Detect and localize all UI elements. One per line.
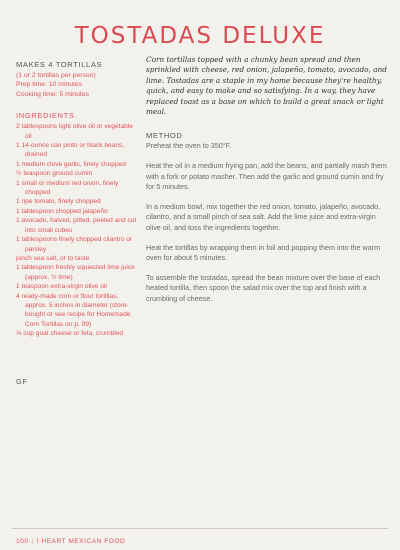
recipe-title: TOSTADAS DELUXE xyxy=(74,23,326,50)
recipe-info-column xyxy=(16,60,141,339)
ingredient-item: 1 small or medium red onion, finely chopped xyxy=(16,179,119,197)
ingredients-heading: INGREDIENTS xyxy=(16,111,75,121)
ingredient-item: 1 tablespoons finely chopped cilantro or parsley xyxy=(16,236,133,253)
ingredient-item: 1 avocado, halved, pitted, peeled and cut into small cubes xyxy=(16,217,137,234)
ingredient-item: 1 14-ounce can pinto or black beans, drained xyxy=(16,142,125,159)
footer-rule xyxy=(12,528,388,529)
footer-separator: | xyxy=(31,538,34,545)
serving-note: (1 or 2 tortillas per person) xyxy=(16,72,96,79)
page-number: 100 xyxy=(16,538,29,545)
method-step: Preheat the oven to 350°F. xyxy=(146,141,232,151)
method-step: In a medium bowl, mix together the red onion, tomato, jalapeño, avocado, cilantro, and a small pinch of sea salt. Add the lime juice and extra-virgin olive oil, and toss the ingredients together. xyxy=(146,201,381,232)
ingredients-list xyxy=(16,122,141,338)
ingredient-item: ⅓ cup goat cheese or feta, crumbled xyxy=(16,330,124,338)
method-step: To assemble the tostadas, spread the bean mixture over the base of each heated tortilla, then spoon the salad mix over the top and finish with a crumbling of cheese. xyxy=(146,272,381,303)
cook-time: Cooking time: 5 minutes xyxy=(16,90,89,98)
ingredient-item: 1 teaspoon extra-virgin olive oil xyxy=(16,283,107,291)
ingredient-item: 1 tablespoon chopped jalapeño xyxy=(16,207,108,215)
method-step: Heat the oil in a medium frying pan, add the beans, and partially mash them with a fork or potato masher. Then add the garlic and ground cumin and fry for 5 minutes. xyxy=(146,161,387,192)
gluten-free-tag: GF xyxy=(16,377,28,386)
ingredient-item: 2 tablespoons light olive oil or vegetable oil xyxy=(16,123,133,140)
ingredient-item: ½ teaspoon ground cumin xyxy=(16,170,93,178)
ingredient-item: 1 tablespoon freshly squeezed lime juice (approx. ½ lime) xyxy=(16,264,135,281)
method-heading: METHOD xyxy=(146,131,183,141)
yield-label: MAKES 4 TORTILLAS xyxy=(16,60,103,69)
recipe-method-column xyxy=(146,55,390,314)
method-step: Heat the tortillas by wrapping them in foil and popping them into the warm oven for about 5 minutes. xyxy=(146,242,381,263)
recipe-intro: Corn tortillas topped with a chunky bean spread and then sprinkled with cheese, red onion, jalapeño, tomato, avocado, and lime. Tostadas are a staple in my home because they're healthy, quick, and easy to make and so satisfying. In a way, they have replaced toast as a base on which to build a great snack or light meal. xyxy=(146,55,387,117)
ingredient-item: 1 ripe tomato, finely chopped xyxy=(16,198,101,206)
ingredient-item: 4 ready-made corn or flour tortillas, approx. 5 inches in diameter (store-bought or see recipe for Homemade Corn Tortillas on p. 99) xyxy=(16,292,131,328)
ingredient-item: 1 medium clove garlic, finely chopped xyxy=(16,160,126,168)
prep-time: Prep time: 10 minutes xyxy=(16,81,83,89)
ingredient-item: pinch sea salt, or to taste xyxy=(16,254,90,262)
book-title: I HEART MEXICAN FOOD xyxy=(36,538,126,545)
page-footer xyxy=(16,538,125,545)
